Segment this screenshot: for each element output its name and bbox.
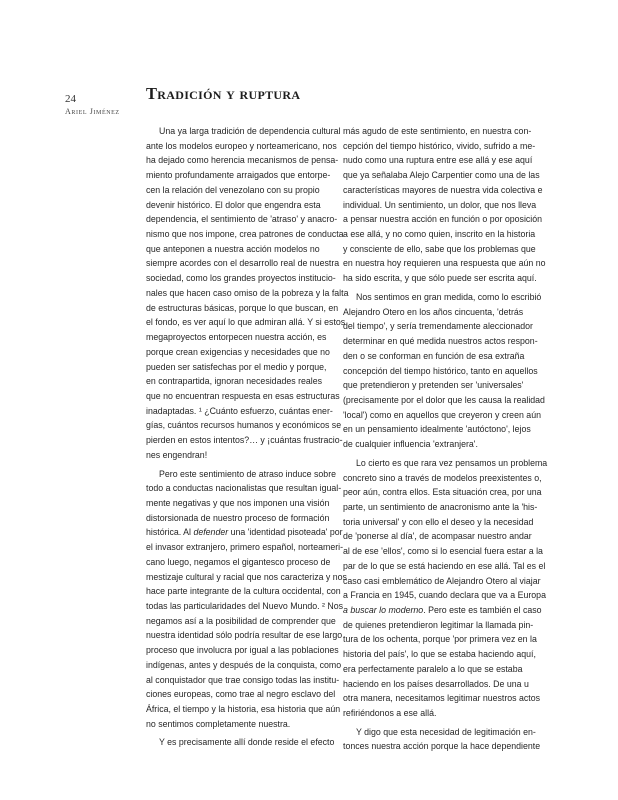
text-line: de cualquier influencia 'extranjera'.	[343, 439, 478, 450]
text-line: era perfectamente paralelo a lo que se estaba	[343, 663, 523, 674]
text-line: todas las particularidades del Nuevo Mundo. ² Nos	[146, 601, 344, 611]
text-line: el invasor extranjero, primero español, norteameri-	[146, 542, 344, 553]
text-line: siempre acordes con el desarrollo real de nuestra	[146, 258, 340, 269]
text-line: Alejandro Otero en los años cincuenta, 'detrás	[343, 306, 524, 317]
page-number: 24	[65, 93, 76, 105]
text-line: que pretendieron y pretenden ser 'universales'	[343, 380, 524, 391]
text-line: den o se conforman en función de esa extraña	[343, 350, 525, 361]
text-line: mestizaje cultural y racial que nos caracteriza y nos	[146, 571, 347, 582]
text-line: no sentimos completamente nuestra.	[146, 718, 291, 729]
text-line: mente negativas y que nos imponen una visión	[146, 497, 330, 508]
text-line: de 'ponerse al día', de acompasar nuestro andar	[343, 531, 532, 542]
text-line: toria universal' y con ello el deseo y la necesidad	[343, 516, 534, 527]
text-line: en contrapartida, ignoran necesidades reales	[146, 376, 323, 387]
text-line: Nos sentimos en gran medida, como lo escribió	[356, 291, 542, 302]
text-line: historia del país', lo que se estaba haciendo aquí,	[343, 649, 536, 660]
text-line: nismo que nos impone, crea patrones de conducta	[146, 229, 344, 240]
text-line: cano luego, negamos el gigantesco proceso de	[146, 556, 331, 567]
text-line: indígenas, antes y después de la conquista, como	[146, 659, 342, 670]
text-run: . Pero este es también el caso	[423, 605, 542, 615]
italic-run: defender	[193, 527, 229, 538]
text-column-right	[343, 124, 548, 754]
text-line: Pero este sentimiento de atraso induce sobre	[159, 468, 337, 479]
text-line: tura de los ochenta, porque 'por primera vez en la	[343, 634, 537, 645]
italic-run: a buscar lo moderno	[343, 605, 424, 615]
text-line: nales que hacen caso omiso de la pobreza y la falta	[146, 287, 349, 298]
text-line: a pensar nuestra acción en función o por oposición	[343, 214, 543, 225]
text-line: al de ese 'ellos', como si lo esencial fuera estar a la	[343, 546, 543, 557]
text-line: pierden en estos intentos?… y ¡cuántas frustracio-	[146, 435, 343, 446]
text-line: dependencia, el sentimiento de 'atraso' y anacro-	[146, 214, 338, 225]
text-line: ante los modelos europeo y norteamericano, nos	[146, 140, 337, 151]
text-line: Y es precisamente allí donde reside el efecto	[159, 737, 335, 748]
text-line: a Francia en 1945, cuando declara que va a Europa	[343, 590, 546, 601]
text-line: características mayores de nuestra vida colectiva e	[343, 184, 543, 195]
text-line: concepción del tiempo histórico, tanto en aquellos	[343, 365, 538, 376]
text-line: en un pensamiento idealmente 'autóctono', lejos	[343, 424, 531, 435]
text-line: del tiempo', y sería tremendamente aleccionador	[343, 321, 533, 332]
text-line: ha dejado como herencia mecanismos de pensa-	[146, 155, 339, 166]
text-line: haciendo en los países desarrollados. De una u	[343, 678, 529, 689]
text-line: Y digo que esta necesidad de legitimación en-	[356, 726, 536, 737]
text-line	[343, 603, 542, 618]
text-line: Lo cierto es que rara vez pensamos un problema	[356, 457, 548, 468]
text-line: más agudo de este sentimiento, en nuestra con-	[343, 126, 532, 136]
text-line: en nuestra hoy requieren una respuesta que aún no	[343, 258, 546, 269]
text-line: concreto sino a través de modelos preexistentes o,	[343, 472, 542, 483]
text-line: pueden ser satisfechas por el medio y porque,	[146, 361, 327, 372]
text-line: gías, cuántos recursos humanos y económicos se	[146, 420, 342, 431]
text-line: parte, un sentimiento de anacronismo ante la 'his-	[343, 501, 538, 512]
text-line: determinar en qué medida nuestros actos respon-	[343, 336, 538, 347]
text-line: peor aún, contra ellos. Esta situación crea, por una	[343, 487, 542, 498]
text-line: inadaptadas. ¹ ¿Cuánto esfuerzo, cuántas ener-	[146, 405, 333, 416]
text-line: Una ya larga tradición de dependencia cultural	[159, 126, 341, 136]
text-line: que ya señalaba Alejo Carpentier como una de las	[343, 170, 540, 181]
text-line: África, el tiempo y la historia, esa historia que aún	[146, 704, 341, 715]
text-line	[146, 525, 343, 540]
text-line: todo a conductas nacionalistas que resultan igual-	[146, 483, 342, 494]
text-line: proceso que involucra por igual a las poblaciones	[146, 645, 339, 656]
text-line: a ese allá, y no como quien, inscrito en la historia	[343, 229, 536, 240]
chapter-title: Tradición y ruptura	[146, 84, 301, 103]
text-line: hace parte integrante de la cultura occidental, con	[146, 586, 341, 597]
text-line: y consciente de ello, sabe que los problemas que	[343, 243, 536, 254]
text-line: nuestra identidad sólo podría resultar de ese largo	[146, 630, 343, 641]
text-run: una 'identidad pisoteada' por	[228, 527, 343, 538]
text-line: de estructuras básicas, porque lo que buscan, en	[146, 302, 339, 313]
text-line: cepción del tiempo histórico, vivido, sufrido a me-	[343, 140, 536, 151]
text-column-left	[146, 124, 349, 750]
text-line: (precisamente por el dolor que les causa la realidad	[343, 394, 545, 405]
text-run: histórica. Al	[146, 527, 191, 538]
text-line: el fondo, es ver aquí lo que admiran allá. Y si estos	[146, 317, 346, 328]
text-line: de quienes pretendieron legitimar la llamada pin-	[343, 619, 534, 630]
text-line: nudo como una ruptura entre ese allá y ese aquí	[343, 155, 533, 166]
text-line: refiriéndonos a ese allá.	[343, 708, 437, 719]
text-line: distorsionada de nuestro proceso de formación	[146, 512, 330, 523]
text-line: megaproyectos entorpecen nuestra acción, es	[146, 332, 327, 343]
text-line: ciones europeas, como trae al negro esclavo del	[146, 689, 336, 700]
text-line: devenir histórico. El dolor que engendra esta	[146, 199, 321, 210]
text-line: sociedad, como los grandes proyectos institucio-	[146, 273, 336, 284]
text-line: al conquistador que trae consigo todas las institu-	[146, 674, 340, 685]
running-head-author: Ariel Jiménez	[65, 107, 120, 116]
text-line: porque crean exigencias y necesidades que no	[146, 346, 330, 357]
text-line: cen la relación del venezolano con su propio	[146, 184, 320, 195]
text-line: nes engendran!	[146, 449, 208, 460]
text-line: que no encuentran respuesta en esas estructuras	[146, 390, 340, 401]
text-line: caso casi emblemático de Alejandro Otero al viajar	[343, 575, 541, 586]
text-line: negamos así a la posibilidad de comprender que	[146, 615, 336, 626]
text-line: 'local') como en aquellos que creyeron y creen aún	[343, 409, 541, 420]
text-line: que anteponen a nuestra acción modelos no	[146, 243, 320, 254]
text-line: miento profundamente arraigados que entorpe-	[146, 170, 331, 181]
text-line: individual. Un sentimiento, un dolor, que nos lleva	[343, 199, 537, 210]
text-line: tonces nuestra acción porque la hace dependiente	[343, 741, 541, 752]
text-line: otra manera, necesitamos legitimar nuestros actos	[343, 693, 541, 704]
text-line: par de lo que se está haciendo en ese allá. Tal es el	[343, 560, 546, 571]
text-line: ha sido escrita, y que sólo puede ser escrita aquí.	[343, 273, 537, 284]
